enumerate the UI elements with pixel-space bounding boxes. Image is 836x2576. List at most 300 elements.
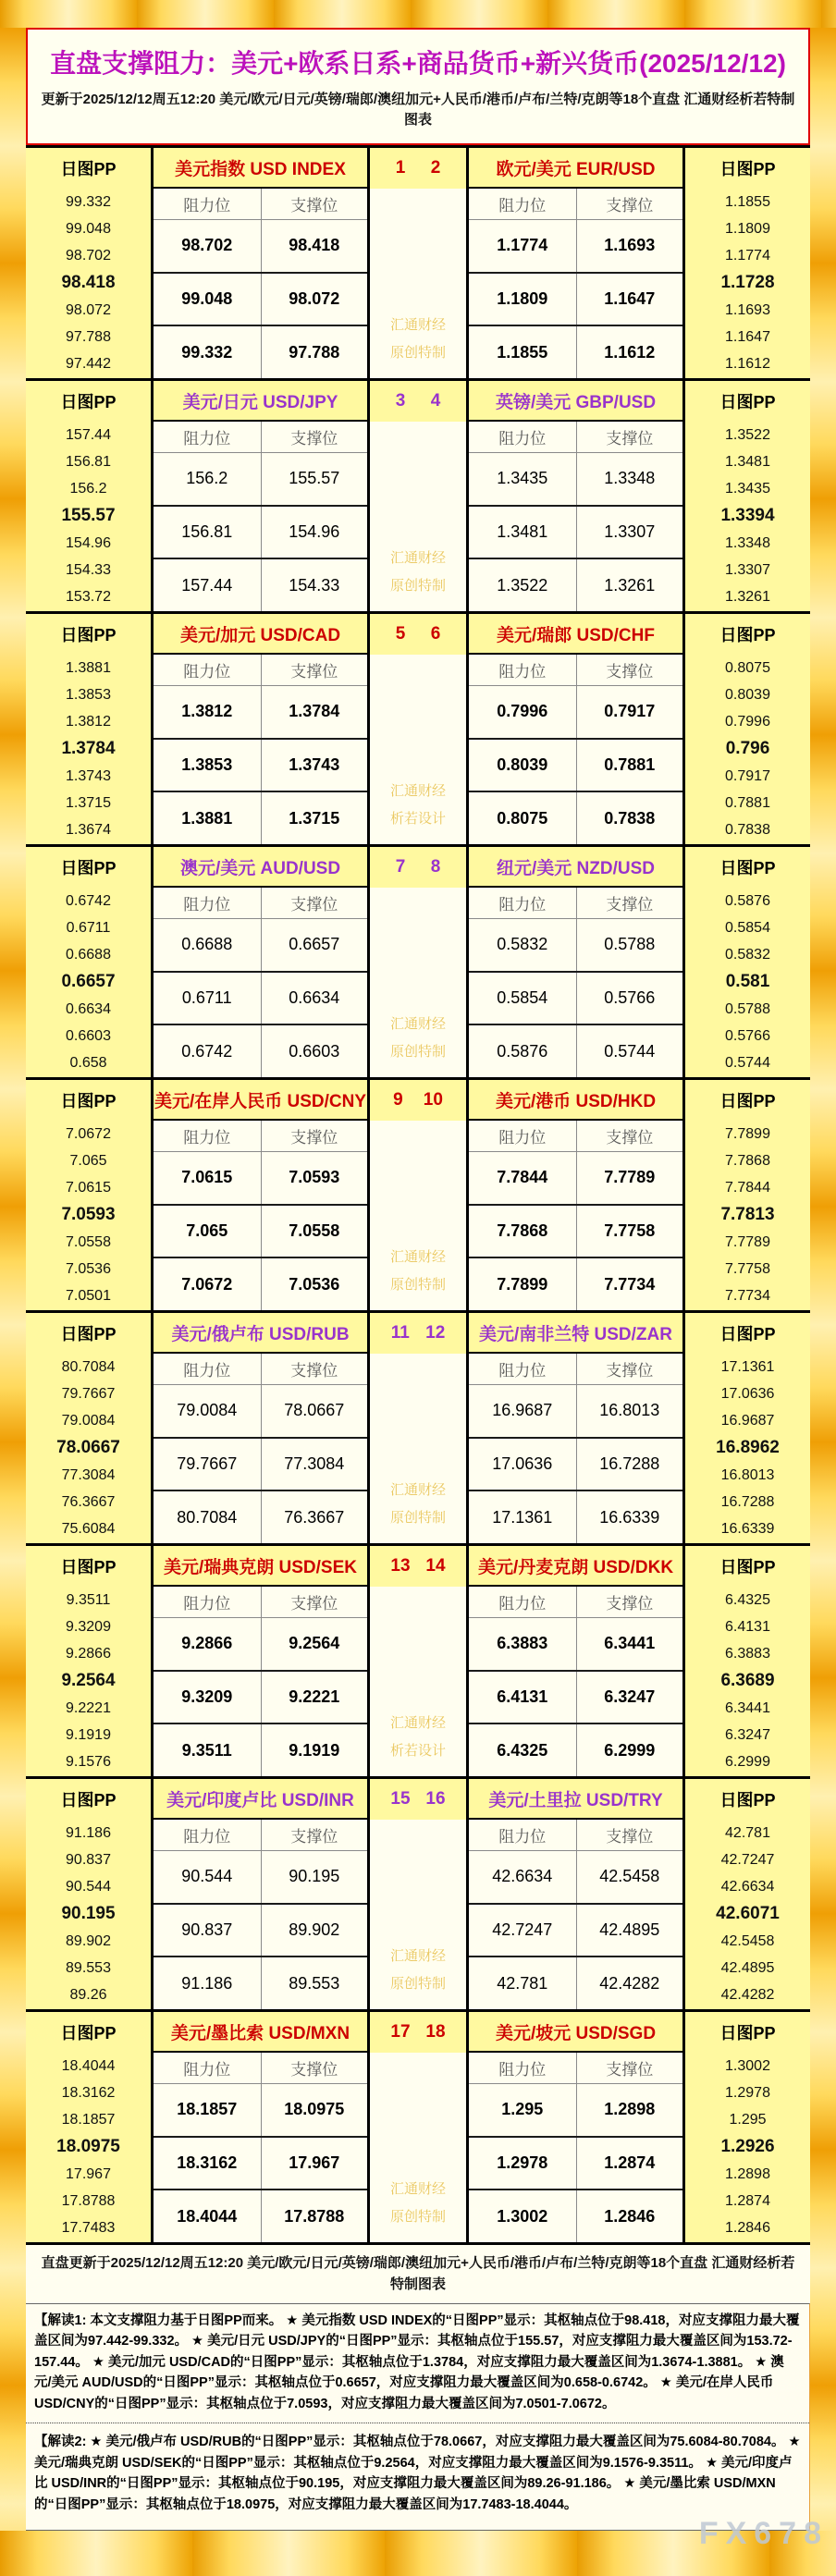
daily-pp-column-right bbox=[682, 1779, 810, 2009]
block-middle-column bbox=[367, 1546, 469, 1776]
pp-column-header: 日图PP bbox=[60, 1791, 117, 1809]
pp-level-value: 6.3247 bbox=[725, 1727, 770, 1744]
pair-number-right: 12 bbox=[425, 1323, 446, 1343]
pp-level-value: 1.3348 bbox=[725, 534, 770, 551]
pp-level-value: 97.788 bbox=[66, 329, 111, 346]
pivot-point-value: 155.57 bbox=[61, 506, 116, 526]
resistance-value: 7.7899 bbox=[497, 1274, 548, 1294]
resistance-value: 1.1809 bbox=[497, 289, 548, 308]
pp-level-value: 1.3261 bbox=[725, 589, 770, 606]
pp-column-header: 日图PP bbox=[60, 393, 117, 411]
resistance-value: 9.2866 bbox=[181, 1634, 233, 1653]
levels-row bbox=[154, 791, 367, 844]
resistance-header: 阻力位 bbox=[183, 430, 231, 448]
brand-watermark-line1: 汇通财经 bbox=[389, 1016, 446, 1032]
resistance-header: 阻力位 bbox=[183, 197, 231, 215]
pair-number-right: 18 bbox=[425, 2022, 446, 2042]
pair-title: 美元/坡元 USD/SGD bbox=[469, 2012, 682, 2053]
pp-level-value: 0.658 bbox=[69, 1055, 107, 1072]
pp-level-value: 1.3853 bbox=[66, 686, 111, 703]
pp-level-value: 154.33 bbox=[66, 562, 111, 579]
support-value: 6.3441 bbox=[576, 1618, 683, 1670]
support-value: 77.3084 bbox=[261, 1439, 368, 1490]
pair-table-left bbox=[154, 1080, 367, 1310]
support-header: 支撑位 bbox=[576, 1820, 683, 1850]
pp-column-header: 日图PP bbox=[60, 1325, 117, 1343]
support-value: 89.553 bbox=[261, 1957, 368, 2009]
support-value: 1.1693 bbox=[576, 220, 683, 272]
pp-level-value: 18.1857 bbox=[61, 2112, 116, 2128]
support-value: 7.0593 bbox=[261, 1152, 368, 1204]
pp-level-value: 1.2846 bbox=[725, 2220, 770, 2237]
pp-level-value: 0.7881 bbox=[725, 795, 770, 812]
levels-row bbox=[469, 505, 682, 558]
pp-level-value: 7.7868 bbox=[725, 1152, 770, 1169]
pair-number-right: 14 bbox=[425, 1556, 446, 1576]
pp-level-value: 16.8013 bbox=[720, 1466, 775, 1483]
pp-column-header: 日图PP bbox=[60, 160, 117, 178]
pp-level-value: 1.1612 bbox=[725, 356, 770, 373]
support-header: 支撑位 bbox=[261, 422, 368, 452]
pp-column-header: 日图PP bbox=[60, 1092, 117, 1110]
support-value: 1.1647 bbox=[576, 274, 683, 325]
support-header: 支撑位 bbox=[261, 1587, 368, 1617]
resistance-value: 156.2 bbox=[186, 469, 228, 488]
levels-row bbox=[154, 686, 367, 738]
pair-title: 美元/南非兰特 USD/ZAR bbox=[469, 1313, 682, 1354]
pair-title: 美元/墨比索 USD/MXN bbox=[154, 2012, 367, 2053]
support-value: 17.8788 bbox=[261, 2190, 368, 2242]
pair-table-right bbox=[469, 614, 682, 844]
footer-note: 直盘更新于2025/12/12周五12:20 美元/欧元/日元/英镑/瑞郎/澳纽加元+人民币/港币/卢布/兰特/克朗等18个直盘 汇通财经析若特制图表 bbox=[26, 2245, 810, 2303]
pair-number-left: 13 bbox=[390, 1556, 411, 1576]
levels-header-row bbox=[154, 422, 367, 453]
pp-level-value: 18.3162 bbox=[61, 2084, 116, 2101]
daily-pp-column-left bbox=[26, 2012, 154, 2242]
daily-pp-column-right bbox=[682, 1080, 810, 1310]
support-value: 7.7789 bbox=[576, 1152, 683, 1204]
support-header: 支撑位 bbox=[261, 1820, 368, 1850]
levels-row bbox=[154, 1257, 367, 1310]
block-middle-column bbox=[367, 148, 469, 378]
pp-level-value: 1.2874 bbox=[725, 2193, 770, 2210]
resistance-value: 6.4325 bbox=[497, 1740, 548, 1760]
brand-watermark bbox=[370, 1011, 466, 1066]
pair-number-left: 17 bbox=[390, 2022, 411, 2042]
pp-level-value: 153.72 bbox=[66, 589, 111, 606]
support-value: 42.4895 bbox=[576, 1905, 683, 1957]
support-header: 支撑位 bbox=[576, 888, 683, 918]
support-header: 支撑位 bbox=[576, 422, 683, 452]
pair-title: 美元/加元 USD/CAD bbox=[154, 614, 367, 655]
levels-row bbox=[154, 1204, 367, 1257]
support-value: 155.57 bbox=[261, 453, 368, 505]
daily-pp-column-right bbox=[682, 1313, 810, 1543]
support-header: 支撑位 bbox=[576, 1121, 683, 1151]
pp-column-header: 日图PP bbox=[60, 626, 117, 644]
block-middle-column bbox=[367, 847, 469, 1077]
resistance-header: 阻力位 bbox=[498, 430, 547, 448]
levels-header-row bbox=[154, 1820, 367, 1851]
pp-level-value: 90.544 bbox=[66, 1879, 111, 1895]
daily-pp-column-left bbox=[26, 1080, 154, 1310]
levels-row bbox=[154, 2084, 367, 2136]
pair-table-right bbox=[469, 847, 682, 1077]
pp-level-value: 42.781 bbox=[725, 1824, 770, 1841]
levels-row bbox=[154, 919, 367, 971]
levels-row bbox=[469, 919, 682, 971]
support-value: 0.5744 bbox=[576, 1025, 683, 1077]
resistance-value: 0.5876 bbox=[497, 1041, 548, 1061]
support-value: 1.2898 bbox=[576, 2084, 683, 2136]
support-header: 支撑位 bbox=[576, 1354, 683, 1384]
levels-row bbox=[469, 1024, 682, 1077]
pp-column-header: 日图PP bbox=[719, 1325, 776, 1343]
support-value: 154.33 bbox=[261, 559, 368, 611]
pp-level-value: 0.6711 bbox=[66, 919, 111, 936]
pp-level-value: 1.1809 bbox=[725, 220, 770, 237]
resistance-value: 0.5832 bbox=[497, 935, 548, 954]
levels-row bbox=[154, 505, 367, 558]
pp-level-value: 6.3883 bbox=[725, 1646, 770, 1662]
levels-row bbox=[469, 453, 682, 505]
pp-level-value: 0.5854 bbox=[725, 919, 770, 936]
pair-number-left: 7 bbox=[395, 857, 406, 877]
pp-level-value: 1.2978 bbox=[725, 2084, 770, 2101]
support-value: 1.3348 bbox=[576, 453, 683, 505]
daily-pp-column-right bbox=[682, 381, 810, 611]
support-value: 0.6603 bbox=[261, 1025, 368, 1077]
levels-row bbox=[154, 1490, 367, 1543]
resistance-value: 17.0636 bbox=[492, 1454, 553, 1473]
pivot-point-value: 98.418 bbox=[61, 273, 116, 293]
pair-title: 英镑/美元 GBP/USD bbox=[469, 381, 682, 422]
resistance-value: 7.0615 bbox=[181, 1168, 233, 1187]
levels-row bbox=[154, 1024, 367, 1077]
pp-level-value: 0.5766 bbox=[725, 1028, 770, 1045]
pp-level-value: 1.1774 bbox=[725, 248, 770, 264]
levels-row bbox=[154, 1152, 367, 1204]
pp-level-value: 0.5876 bbox=[725, 892, 770, 909]
brand-watermark bbox=[370, 312, 466, 367]
pair-table-right bbox=[469, 1313, 682, 1543]
pp-level-value: 6.3441 bbox=[725, 1699, 770, 1716]
pp-level-value: 89.902 bbox=[66, 1932, 111, 1949]
support-value: 9.2221 bbox=[261, 1672, 368, 1723]
support-value: 78.0667 bbox=[261, 1385, 368, 1437]
daily-pp-column-right bbox=[682, 614, 810, 844]
support-header: 支撑位 bbox=[261, 1354, 368, 1384]
pair-table-right bbox=[469, 1546, 682, 1776]
levels-row bbox=[154, 1670, 367, 1723]
brand-watermark-line1: 汇通财经 bbox=[389, 2181, 446, 2197]
daily-pp-column-right bbox=[682, 148, 810, 378]
resistance-value: 16.9687 bbox=[492, 1401, 553, 1420]
support-value: 89.902 bbox=[261, 1905, 368, 1957]
block-middle-column bbox=[367, 2012, 469, 2242]
levels-header-row bbox=[469, 189, 682, 220]
pp-level-value: 0.6634 bbox=[66, 1000, 111, 1017]
levels-row bbox=[469, 1903, 682, 1957]
levels-row bbox=[469, 272, 682, 325]
resistance-value: 99.048 bbox=[181, 289, 233, 308]
pp-level-value: 9.3511 bbox=[66, 1591, 111, 1608]
pp-level-value: 0.8075 bbox=[725, 659, 770, 676]
resistance-value: 7.7844 bbox=[497, 1168, 548, 1187]
block-middle-column bbox=[367, 1080, 469, 1310]
pivot-point-value: 7.0593 bbox=[61, 1205, 116, 1225]
pp-level-value: 98.072 bbox=[66, 301, 111, 318]
resistance-value: 157.44 bbox=[181, 575, 233, 595]
levels-header-row bbox=[154, 189, 367, 220]
pp-column-header: 日图PP bbox=[719, 1558, 776, 1576]
pair-table-left bbox=[154, 1313, 367, 1543]
pp-level-value: 7.0501 bbox=[66, 1288, 111, 1305]
currency-block bbox=[26, 1080, 810, 1313]
daily-pp-column-left bbox=[26, 1779, 154, 2009]
pair-number-left: 1 bbox=[395, 158, 406, 178]
pp-level-value: 18.4044 bbox=[61, 2057, 116, 2074]
pp-level-value: 97.442 bbox=[66, 356, 111, 373]
resistance-value: 90.837 bbox=[181, 1920, 233, 1939]
levels-row bbox=[469, 2084, 682, 2136]
currency-blocks-container bbox=[26, 145, 810, 2245]
pivot-point-value: 0.581 bbox=[725, 972, 770, 992]
resistance-value: 0.8039 bbox=[497, 755, 548, 774]
levels-row bbox=[154, 1851, 367, 1903]
pair-title: 纽元/美元 NZD/USD bbox=[469, 847, 682, 888]
pair-table-left bbox=[154, 148, 367, 378]
pair-numbers bbox=[370, 847, 466, 888]
levels-row bbox=[154, 1903, 367, 1957]
pair-numbers bbox=[370, 1546, 466, 1587]
pair-title: 美元/瑞典克朗 USD/SEK bbox=[154, 1546, 367, 1587]
support-value: 1.3307 bbox=[576, 507, 683, 558]
levels-row bbox=[469, 686, 682, 738]
pp-level-value: 154.96 bbox=[66, 534, 111, 551]
pair-table-right bbox=[469, 2012, 682, 2242]
resistance-header: 阻力位 bbox=[498, 663, 547, 681]
pivot-point-value: 18.0975 bbox=[56, 2137, 120, 2157]
daily-pp-column-right bbox=[682, 847, 810, 1077]
brand-watermark bbox=[370, 1943, 466, 1998]
currency-block bbox=[26, 1779, 810, 2012]
support-value: 0.7881 bbox=[576, 740, 683, 791]
levels-row bbox=[154, 1956, 367, 2009]
levels-row bbox=[154, 1385, 367, 1437]
resistance-header: 阻力位 bbox=[498, 1362, 547, 1380]
pp-level-value: 7.0558 bbox=[66, 1233, 111, 1250]
block-middle-column bbox=[367, 1313, 469, 1543]
brand-watermark-line2: 原创特制 bbox=[389, 345, 446, 361]
resistance-value: 0.8075 bbox=[497, 808, 548, 828]
levels-row bbox=[469, 971, 682, 1024]
pair-numbers bbox=[370, 381, 466, 422]
resistance-header: 阻力位 bbox=[498, 2061, 547, 2079]
resistance-header: 阻力位 bbox=[498, 896, 547, 914]
levels-row bbox=[469, 1257, 682, 1310]
pp-level-value: 98.702 bbox=[66, 248, 111, 264]
support-value: 0.6657 bbox=[261, 919, 368, 971]
levels-header-row bbox=[469, 1820, 682, 1851]
levels-row bbox=[469, 738, 682, 791]
pp-level-value: 76.3667 bbox=[61, 1494, 116, 1511]
support-value: 1.3784 bbox=[261, 686, 368, 738]
pivot-point-value: 7.7813 bbox=[720, 1205, 775, 1225]
brand-watermark-line2: 析若设计 bbox=[389, 811, 446, 827]
levels-row bbox=[154, 1618, 367, 1670]
resistance-value: 18.4044 bbox=[177, 2206, 238, 2226]
pp-level-value: 6.4325 bbox=[725, 1591, 770, 1608]
resistance-value: 7.0672 bbox=[181, 1274, 233, 1294]
support-value: 1.3261 bbox=[576, 559, 683, 611]
support-value: 0.5788 bbox=[576, 919, 683, 971]
pp-level-value: 99.332 bbox=[66, 193, 111, 210]
brand-watermark-line1: 汇通财经 bbox=[389, 1948, 446, 1964]
resistance-value: 0.5854 bbox=[497, 988, 548, 1007]
support-value: 9.2564 bbox=[261, 1618, 368, 1670]
currency-block bbox=[26, 381, 810, 614]
pair-title: 欧元/美元 EUR/USD bbox=[469, 148, 682, 189]
block-middle-column bbox=[367, 381, 469, 611]
pp-level-value: 0.7996 bbox=[725, 714, 770, 730]
pivot-point-value: 42.6071 bbox=[716, 1904, 780, 1924]
resistance-header: 阻力位 bbox=[498, 197, 547, 215]
levels-row bbox=[469, 1385, 682, 1437]
pair-title: 美元/港币 USD/HKD bbox=[469, 1080, 682, 1121]
pp-level-value: 1.2898 bbox=[725, 2165, 770, 2182]
pp-level-value: 7.7734 bbox=[725, 1288, 770, 1305]
interpretation-2: 【解读2: ★ 美元/俄卢布 USD/RUB的“日图PP”显示：其枢轴点位于78.0667，对应支撑阻力最大覆盖区间为75.6084-80.7084。 ★ 美元/瑞典克朗 USD/SEK的“日图PP”显示：其枢轴点位于9.2564，对应支撑阻力最大覆盖区间为9.1576-9.3511。 ★ 美元/印度卢比 USD/INR的“日图PP”显示：其枢轴点位于90.195，对应支撑阻力最大覆盖区间为89.26-91.186。 ★ 美元/墨比索 USD/MXN的“日图PP”显示：其枢轴点位于18.0975，对应支撑阻力最大覆盖区间为17.7483-18.4044。 bbox=[34, 2435, 801, 2512]
pp-column-header: 日图PP bbox=[60, 1558, 117, 1576]
pp-level-value: 1.3307 bbox=[725, 562, 770, 579]
brand-watermark-line2: 原创特制 bbox=[389, 1976, 446, 1992]
resistance-value: 7.7868 bbox=[497, 1221, 548, 1240]
pivot-point-value: 1.3784 bbox=[61, 739, 116, 759]
pair-numbers bbox=[370, 614, 466, 655]
resistance-value: 1.3481 bbox=[497, 522, 548, 541]
levels-row bbox=[154, 1437, 367, 1490]
pp-level-value: 7.7758 bbox=[725, 1261, 770, 1278]
levels-row bbox=[469, 1851, 682, 1903]
pair-number-left: 3 bbox=[395, 391, 406, 411]
resistance-value: 0.6742 bbox=[181, 1041, 233, 1061]
levels-header-row bbox=[154, 655, 367, 686]
pair-numbers bbox=[370, 2012, 466, 2053]
interpretation-1: 【解读1: 本文支撑阻力基于日图PP而来。 ★ 美元指数 USD INDEX的“日图PP”显示：其枢轴点位于98.418，对应支撑阻力最大覆盖区间为97.442-99.332。 ★ 美元/日元 USD/JPY的“日图PP”显示：其枢轴点位于155.57，对应支撑阻力最大覆盖区间为153.72-157.44。 ★ 美元/加元 USD/CAD的“日图PP”显示：其枢轴点位于1.3784，对应支撑阻力最大覆盖区间为1.3674-1.3881。 ★ 澳元/美元 AUD/USD的“日图PP”显示：其枢轴点位于0.6657，对应支撑阻力最大覆盖区间为0.658-0.6742。 ★ 美元/在岸人民币 USD/CNY的“日图PP”显示：其枢轴点位于7.0593，对应支撑阻力最大覆盖区间为7.0501-7.0672。 bbox=[34, 2313, 800, 2411]
pp-column-header: 日图PP bbox=[719, 1791, 776, 1809]
pair-title: 美元/丹麦克朗 USD/DKK bbox=[469, 1546, 682, 1587]
pp-level-value: 156.81 bbox=[66, 453, 111, 470]
fx678-watermark: FX678 bbox=[698, 2516, 829, 2552]
resistance-value: 79.0084 bbox=[177, 1401, 238, 1420]
pp-level-value: 156.2 bbox=[69, 481, 107, 497]
pp-level-value: 157.44 bbox=[66, 426, 111, 443]
pivot-point-value: 90.195 bbox=[61, 1904, 116, 1924]
pp-level-value: 1.3481 bbox=[725, 453, 770, 470]
brand-watermark-line1: 汇通财经 bbox=[389, 783, 446, 799]
resistance-header: 阻力位 bbox=[183, 1129, 231, 1147]
pp-level-value: 89.553 bbox=[66, 1960, 111, 1977]
levels-header-row bbox=[154, 1354, 367, 1385]
support-header: 支撑位 bbox=[261, 888, 368, 918]
levels-row bbox=[154, 220, 367, 272]
support-header: 支撑位 bbox=[576, 189, 683, 219]
pair-title: 美元/土里拉 USD/TRY bbox=[469, 1779, 682, 1820]
pair-table-left bbox=[154, 381, 367, 611]
levels-row bbox=[154, 2189, 367, 2242]
pp-level-value: 7.7899 bbox=[725, 1125, 770, 1142]
support-value: 9.1919 bbox=[261, 1724, 368, 1776]
support-header: 支撑位 bbox=[576, 1587, 683, 1617]
pp-level-value: 1.3881 bbox=[66, 659, 111, 676]
pair-number-left: 9 bbox=[393, 1090, 403, 1110]
pair-table-right bbox=[469, 1080, 682, 1310]
resistance-value: 17.1361 bbox=[492, 1507, 553, 1527]
pp-level-value: 75.6084 bbox=[61, 1521, 116, 1538]
pair-table-left bbox=[154, 847, 367, 1077]
pp-level-value: 42.4895 bbox=[720, 1960, 775, 1977]
support-header: 支撑位 bbox=[261, 189, 368, 219]
levels-header-row bbox=[469, 1121, 682, 1152]
pivot-point-value: 0.6657 bbox=[61, 972, 116, 992]
levels-row bbox=[154, 738, 367, 791]
levels-row bbox=[469, 1152, 682, 1204]
pp-level-value: 42.6634 bbox=[720, 1879, 775, 1895]
resistance-value: 99.332 bbox=[181, 342, 233, 362]
brand-watermark-line2: 原创特制 bbox=[389, 1044, 446, 1060]
pp-level-value: 1.3812 bbox=[66, 714, 111, 730]
pp-level-value: 7.0615 bbox=[66, 1180, 111, 1196]
pp-level-value: 6.4131 bbox=[725, 1618, 770, 1635]
pp-level-value: 79.0084 bbox=[61, 1413, 116, 1429]
resistance-value: 0.6688 bbox=[181, 935, 233, 954]
pp-level-value: 0.6603 bbox=[66, 1028, 111, 1045]
daily-pp-column-left bbox=[26, 381, 154, 611]
levels-header-row bbox=[154, 1121, 367, 1152]
levels-row bbox=[469, 791, 682, 844]
pp-level-value: 16.9687 bbox=[720, 1413, 775, 1429]
resistance-value: 18.1857 bbox=[177, 2100, 238, 2119]
brand-watermark-line2: 原创特制 bbox=[389, 578, 446, 594]
pp-level-value: 17.8788 bbox=[61, 2193, 116, 2210]
resistance-value: 0.7996 bbox=[497, 702, 548, 721]
brand-watermark bbox=[370, 1710, 466, 1765]
pair-number-left: 11 bbox=[390, 1323, 410, 1343]
resistance-value: 98.702 bbox=[181, 236, 233, 255]
support-value: 0.6634 bbox=[261, 973, 368, 1024]
support-value: 17.967 bbox=[261, 2138, 368, 2190]
resistance-value: 1.3002 bbox=[497, 2206, 548, 2226]
resistance-value: 0.6711 bbox=[181, 988, 232, 1007]
pair-table-right bbox=[469, 381, 682, 611]
block-middle-column bbox=[367, 1779, 469, 2009]
resistance-header: 阻力位 bbox=[183, 663, 231, 681]
resistance-value: 18.3162 bbox=[177, 2153, 238, 2172]
pair-number-left: 5 bbox=[395, 624, 406, 644]
brand-watermark-line1: 汇通财经 bbox=[389, 317, 446, 333]
pp-level-value: 0.5788 bbox=[725, 1000, 770, 1017]
brand-watermark-line1: 汇通财经 bbox=[389, 1482, 446, 1498]
pp-level-value: 0.7838 bbox=[725, 822, 770, 839]
pp-level-value: 7.065 bbox=[69, 1152, 107, 1169]
interpretation-box bbox=[26, 2303, 810, 2531]
brand-watermark-line1: 汇通财经 bbox=[389, 1715, 446, 1731]
support-value: 16.7288 bbox=[576, 1439, 683, 1490]
pair-title: 美元/印度卢比 USD/INR bbox=[154, 1779, 367, 1820]
brand-watermark-line1: 汇通财经 bbox=[389, 550, 446, 566]
pp-level-value: 1.295 bbox=[729, 2112, 767, 2128]
